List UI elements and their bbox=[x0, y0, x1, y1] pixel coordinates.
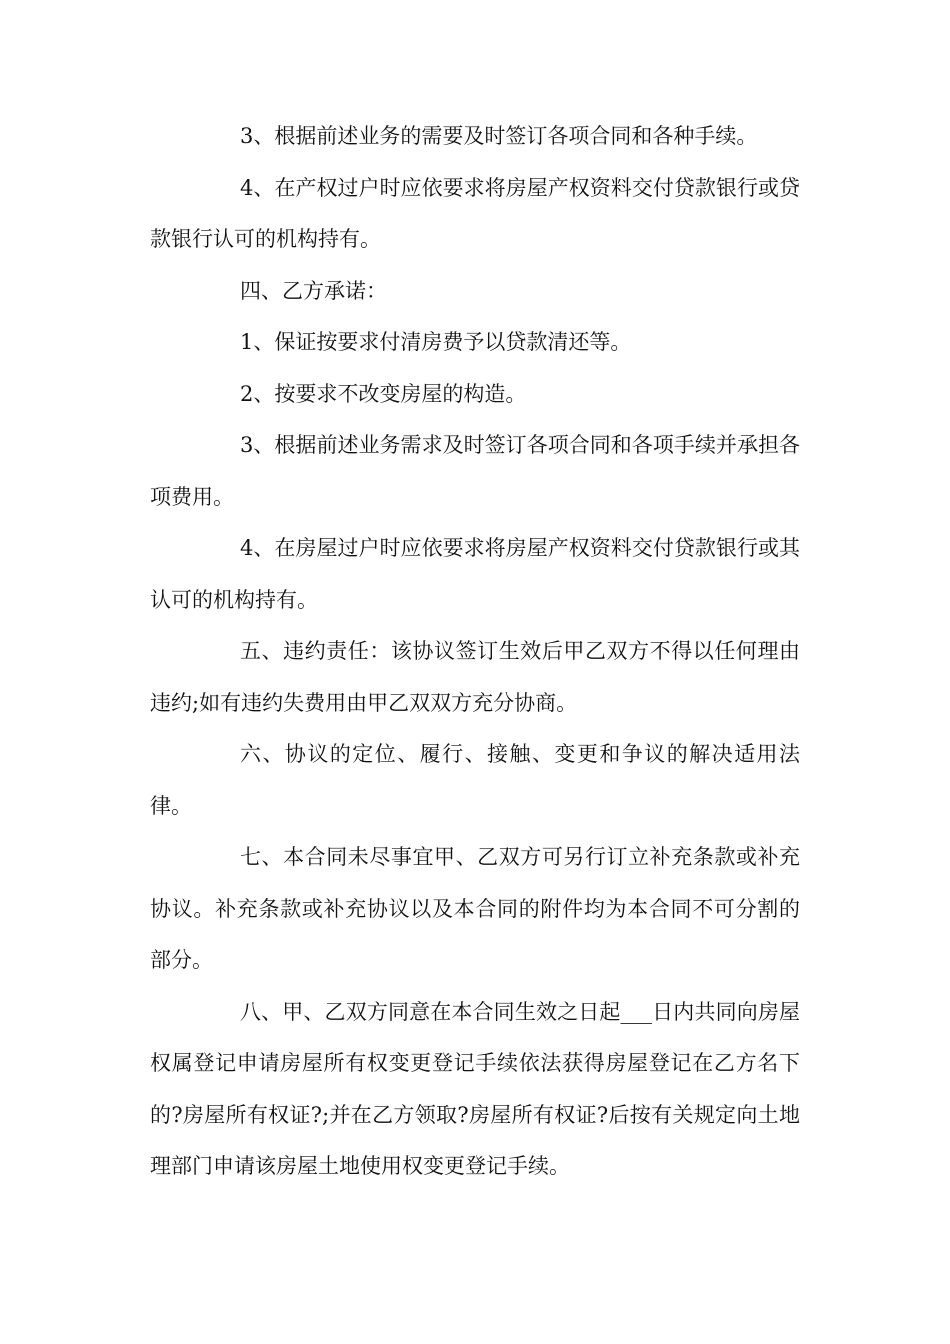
clause-3-party-a-contracts: 3、根据前述业务的需要及时签订各项合同和各种手续。 bbox=[240, 124, 758, 148]
section-7-supplementary-terms: 七、本合同未尽事宜甲、乙双方可另行订立补充条款或补充协议。补充条款或补充协议以及本合同的附件均为本合同不可分割的部分。 bbox=[150, 845, 800, 972]
clause-3-party-b-contracts: 3、根据前述业务需求及时签订各项合同和各项手续并承担各项费用。 bbox=[150, 433, 800, 509]
clause-4-party-b-title-transfer: 4、在房屋过户时应依要求将房屋产权资料交付贷款银行或其认可的机构持有。 bbox=[150, 536, 800, 612]
clause-2-party-b-structure: 2、按要求不改变房屋的构造。 bbox=[240, 381, 527, 406]
section-4-heading: 四、乙方承诺： bbox=[240, 278, 387, 303]
section-5-breach-liability: 五、违约责任：该协议签订生效后甲乙双方不得以任何理由违约;如有违约失费用由甲乙双双方充分协商。 bbox=[150, 639, 800, 715]
clause-4-party-a-title-transfer: 4、在产权过户时应依要求将房屋产权资料交付贷款银行或贷款银行认可的机构持有。 bbox=[150, 175, 800, 251]
section-8-registration: 八、甲、乙双方同意在本合同生效之日起___日内共同向房屋权属登记申请房屋所有权变更登记手续依法获得房屋登记在乙方名下的?房屋所有权证?;并在乙方领取?房屋所有权证?后按有关规定向土地理部门申请该房屋土地使用权变更登记手续。 bbox=[150, 999, 800, 1178]
document-body bbox=[150, 111, 800, 1193]
section-6-governing-law: 六、协议的定位、履行、接触、变更和争议的解决适用法律。 bbox=[150, 742, 800, 818]
clause-1-party-b-payment: 1、保证按要求付清房费予以贷款清还等。 bbox=[240, 330, 632, 354]
